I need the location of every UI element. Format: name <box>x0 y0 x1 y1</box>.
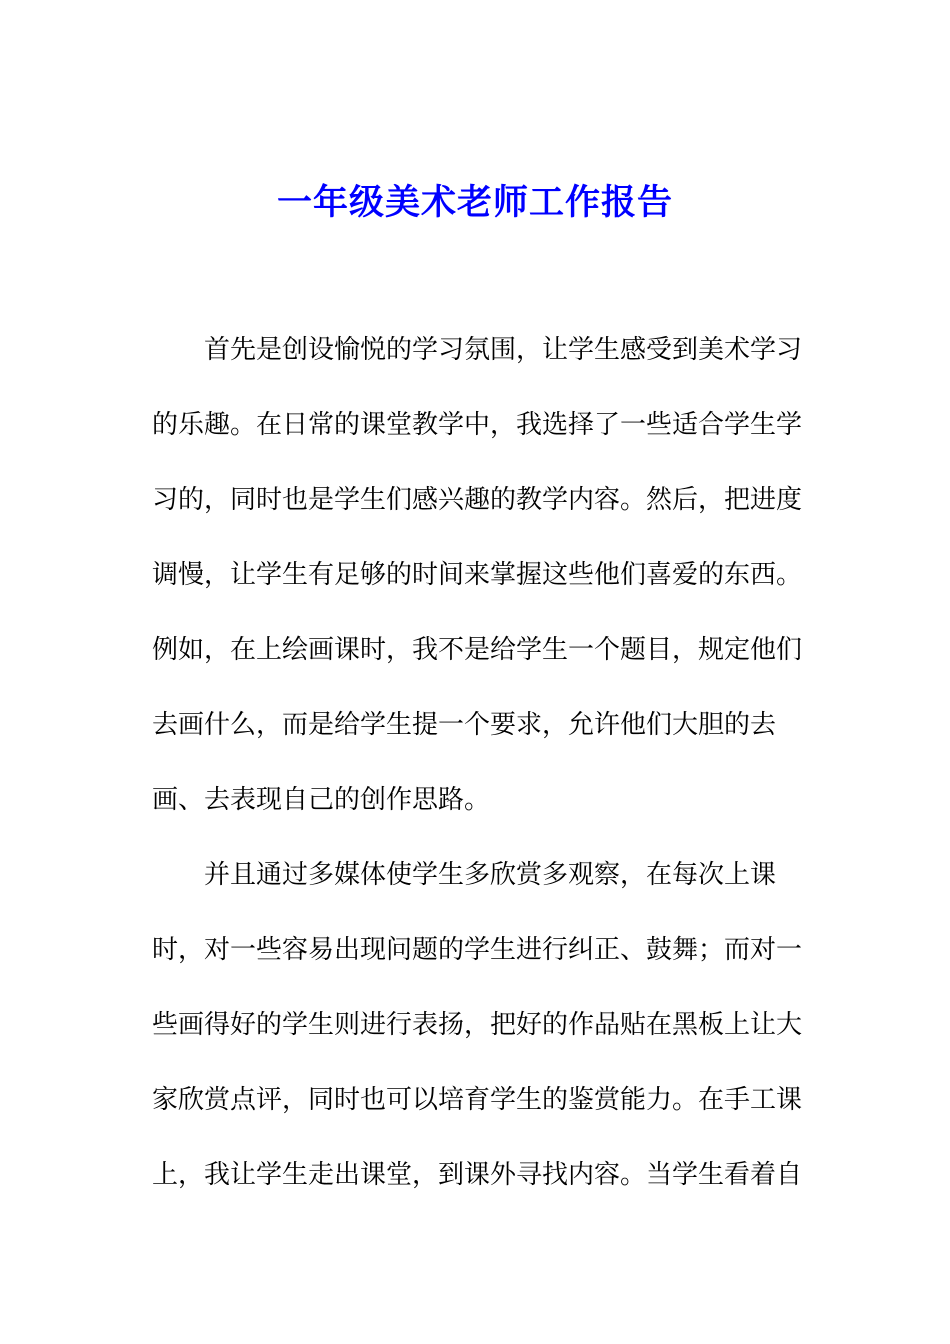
paragraph-1-line-4: 调慢，让学生有足够的时间来掌握这些他们喜爱的东西。 <box>152 560 803 590</box>
paragraph-2-line-4: 家欣赏点评，同时也可以培育学生的鉴赏能力。在手工课 <box>152 1085 803 1115</box>
paragraph-1-line-5: 例如，在上绘画课时，我不是给学生一个题目，规定他们 <box>152 635 803 665</box>
paragraph-1-line-3: 习的，同时也是学生们感兴趣的教学内容。然后，把进度 <box>152 485 803 515</box>
paragraph-1-line-2: 的乐趣。在日常的课堂教学中，我选择了一些适合学生学 <box>152 410 803 440</box>
paragraph-2-line-5: 上，我让学生走出课堂，到课外寻找内容。当学生看着自 <box>152 1160 803 1190</box>
paragraph-1-line-1: 首先是创设愉悦的学习氛围，让学生感受到美术学习 <box>204 335 803 365</box>
paragraph-2-line-3: 些画得好的学生则进行表扬，把好的作品贴在黑板上让大 <box>152 1010 803 1040</box>
document-title: 一年级美术老师工作报告 <box>276 182 673 223</box>
paragraph-1-line-6: 去画什么，而是给学生提一个要求，允许他们大胆的去 <box>152 710 777 740</box>
paragraph-1-line-7: 画、去表现自己的创作思路。 <box>152 785 491 815</box>
paragraph-2-line-2: 时，对一些容易出现问题的学生进行纠正、鼓舞；而对一 <box>152 935 803 965</box>
paragraph-2-line-1: 并且通过多媒体使学生多欣赏多观察，在每次上课 <box>204 860 777 890</box>
